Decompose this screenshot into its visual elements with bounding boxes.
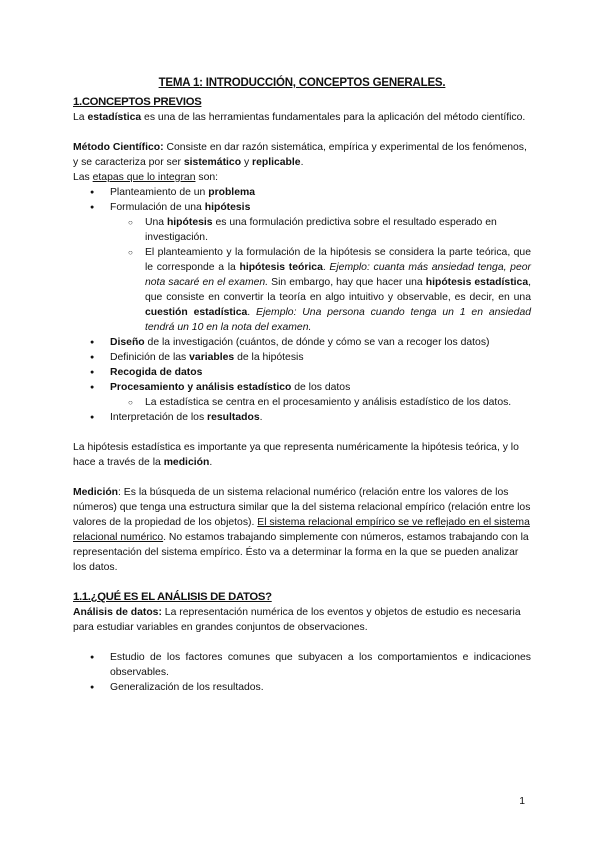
etapas-list [73, 185, 531, 215]
list-item: ● Planteamiento de un problema [73, 185, 531, 200]
list-item: ● Diseño de la investigación (cuántos, de dónde y cómo se van a recoger los datos) [73, 335, 531, 350]
sub-list-item: ○ El planteamiento y la formulación de la hipótesis se considera la parte teórica, que le corresponde a la hipótesis teórica. Ejemplo: cuanta más ansiedad tenga, peor nota sacaré en el examen. Sin embargo, hay que hacer una hipótesis estadística, que consiste en convertir la teoría en algo intuitivo y observable, es decir, en una cuestión estadística. Ejemplo: Una persona cuando tenga un 1 en ansiedad tendrá un 10 en la nota del examen. [73, 245, 531, 335]
section-heading-analisis-datos: 1.1.¿QUÉ ES EL ANÁLISIS DE DATOS? [73, 591, 272, 603]
analisis-datos-paragraph: Análisis de datos: La representación numérica de los eventos y objetos de estudio es necesaria para estudiar variables en grandes conjuntos de observaciones. [73, 607, 521, 633]
analisis-label: Análisis de datos: [73, 607, 162, 618]
page-number: 1 [519, 796, 525, 807]
page-content [73, 76, 531, 695]
intro-paragraph: La estadística es una de las herramientas fundamentales para la aplicación del método científico. [73, 112, 526, 123]
procesamiento-sublist [73, 395, 531, 410]
hipotesis-sublist [73, 215, 531, 335]
sub-list-item: ○ La estadística se centra en el procesamiento y análisis estadístico de los datos. [73, 395, 531, 410]
medicion-label: Medición [73, 487, 119, 498]
list-item: ● Definición de las variables de la hipótesis [73, 350, 531, 365]
hipotesis-paragraph: La hipótesis estadística es importante ya que representa numéricamente la hipótesis teórica, y lo hace a través de la medición. [73, 442, 519, 468]
document-title: TEMA 1: INTRODUCCIÓN, CONCEPTOS GENERALES. [158, 77, 446, 89]
section-heading-conceptos-previos: 1.CONCEPTOS PREVIOS [73, 96, 202, 108]
medicion-paragraph: Medición: Es la búsqueda de un sistema relacional numérico (relación entre los valores de los números) que tenga una estructura similar que la del sistema relacional empírico (relación entre los valores de la propiedad de los objetos). El sistema relacional empírico se ve reflejado en el sistema relacional numérico. No estamos trabajando simplemente con números, estamos trabajando con la representación del sistema empírico. Ésto va a determinar la forma en la que se pueden analizar los datos. [73, 487, 531, 573]
etapas-list-end [73, 410, 531, 425]
analisis-list [73, 650, 531, 695]
list-item: ● Interpretación de los resultados. [73, 410, 531, 425]
list-item: ● Recogida de datos [73, 365, 531, 380]
list-item: ● Estudio de los factores comunes que subyacen a los comportamientos e indicaciones observables. [73, 650, 531, 680]
list-item: ● Procesamiento y análisis estadístico de los datos [73, 380, 531, 395]
metodo-label: Método Científico: [73, 142, 164, 153]
list-item: ● Formulación de una hipótesis [73, 200, 531, 215]
metodo-cientifico-paragraph: Método Científico: Consiste en dar razón sistemática, empírica y experimental de los fenómenos, y se caracteriza por ser sistemático y replicable. [73, 142, 527, 168]
etapas-list-continued [73, 335, 531, 395]
sub-list-item: ○ Una hipótesis es una formulación predictiva sobre el resultado esperado en investigación. [73, 215, 531, 245]
list-item: ● Generalización de los resultados. [73, 680, 531, 695]
etapas-intro: Las etapas que lo integran son: [73, 172, 219, 183]
